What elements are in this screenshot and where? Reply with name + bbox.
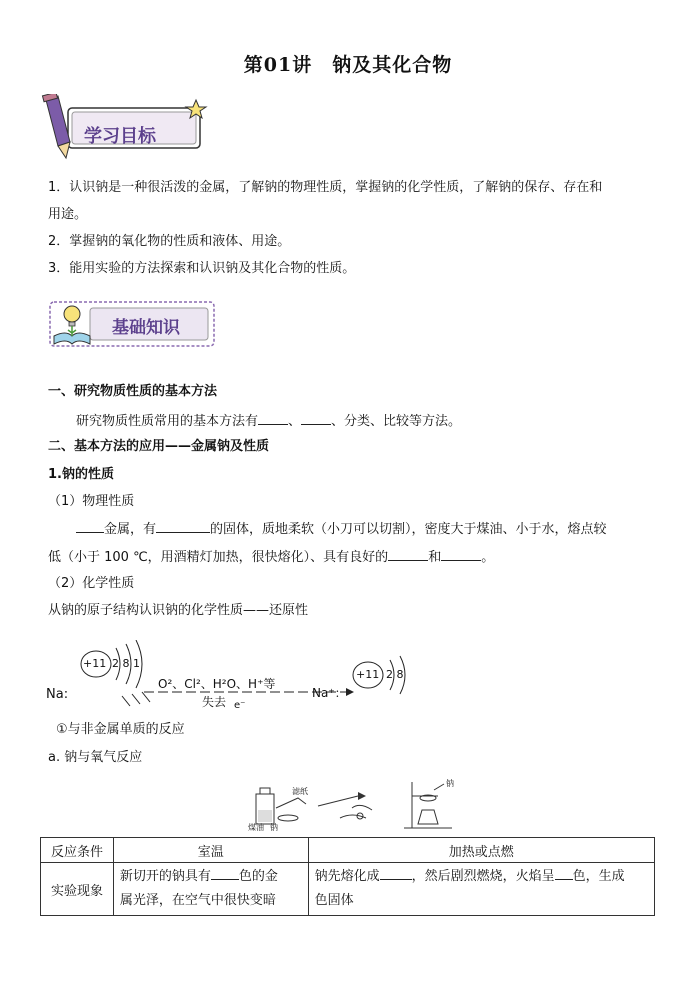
- banner-title: 学习目标: [84, 126, 156, 147]
- banner-title: 基础知识: [112, 318, 180, 338]
- text-line: ①与非金属单质的反应: [56, 722, 185, 737]
- experiment-figure: [248, 778, 464, 834]
- table-header: 室温: [113, 838, 308, 863]
- ion-label: Na⁺：: [312, 686, 347, 700]
- text-line: 从钠的原子结构认识钠的化学性质——还原性: [48, 603, 309, 618]
- table-cell: 实验现象: [41, 863, 114, 916]
- shell-electrons: 2 8 1: [112, 657, 140, 670]
- text-line: 低（小于 100 ℃，用酒精灯加热，很快熔化）、具有良好的 和 。: [48, 546, 494, 568]
- na-label: Na:: [46, 687, 69, 702]
- table-header: 加热或点燃: [308, 838, 654, 863]
- sodium-atom-diagram: [40, 640, 460, 720]
- figure-label: 钠: [270, 823, 278, 832]
- text-line: （1）物理性质: [48, 494, 135, 509]
- figure-label: 滤纸: [292, 787, 308, 796]
- experiment-table: [40, 837, 655, 916]
- nucleus-label: +11: [83, 657, 107, 670]
- figure-label: 钠: [446, 779, 454, 788]
- table-cell: 新切开的钠具有 色的金 属光泽，在空气中很快变暗: [113, 863, 308, 916]
- table-row: [41, 838, 655, 863]
- electron-label: e⁻: [234, 700, 246, 711]
- goal-line: 2．掌握钠的氧化物的性质和液体、用途。: [48, 234, 291, 249]
- text-line: 研究物质性质常用的基本方法有 、 、分类、比较等方法。: [76, 410, 461, 432]
- text-line: 金属，有 的固体，质地柔软（小刀可以切割），密度大于煤油、小于水，熔点较: [76, 518, 607, 540]
- page-title: 第01讲 钠及其化合物: [243, 54, 453, 76]
- table-cell: 钠先熔化成 ，然后剧烈燃烧，火焰呈 色，生成 色固体: [308, 863, 654, 916]
- pencil-icon: [42, 94, 70, 158]
- subsection-heading: 1.钠的性质: [48, 467, 114, 482]
- text-line: （2）化学性质: [48, 576, 135, 591]
- goal-line: 用途。: [48, 207, 88, 222]
- table-header: 反应条件: [41, 838, 114, 863]
- section-heading: 一、研究物质性质的基本方法: [48, 384, 218, 399]
- apparatus-svg: [248, 778, 464, 834]
- figure-label: 煤油: [248, 823, 264, 832]
- goal-line: 3．能用实验的方法探索和认识钠及其化合物的性质。: [48, 261, 356, 276]
- goal-line: 1．认识钠是一种很活泼的金属，了解钠的物理性质，掌握钠的化学性质，了解钠的保存、存在和: [48, 180, 603, 195]
- ion-shell-electrons: 2 8: [386, 668, 404, 681]
- text-line: a. 钠与氧气反应: [48, 750, 143, 765]
- section-heading: 二、基本方法的应用——金属钠及性质: [48, 439, 270, 454]
- reagent-label: O²、Cl²、H²O、H⁺等: [158, 677, 276, 691]
- lose-label: 失去: [202, 695, 227, 709]
- ion-nucleus-label: +11: [356, 668, 380, 681]
- table-row: [41, 863, 655, 916]
